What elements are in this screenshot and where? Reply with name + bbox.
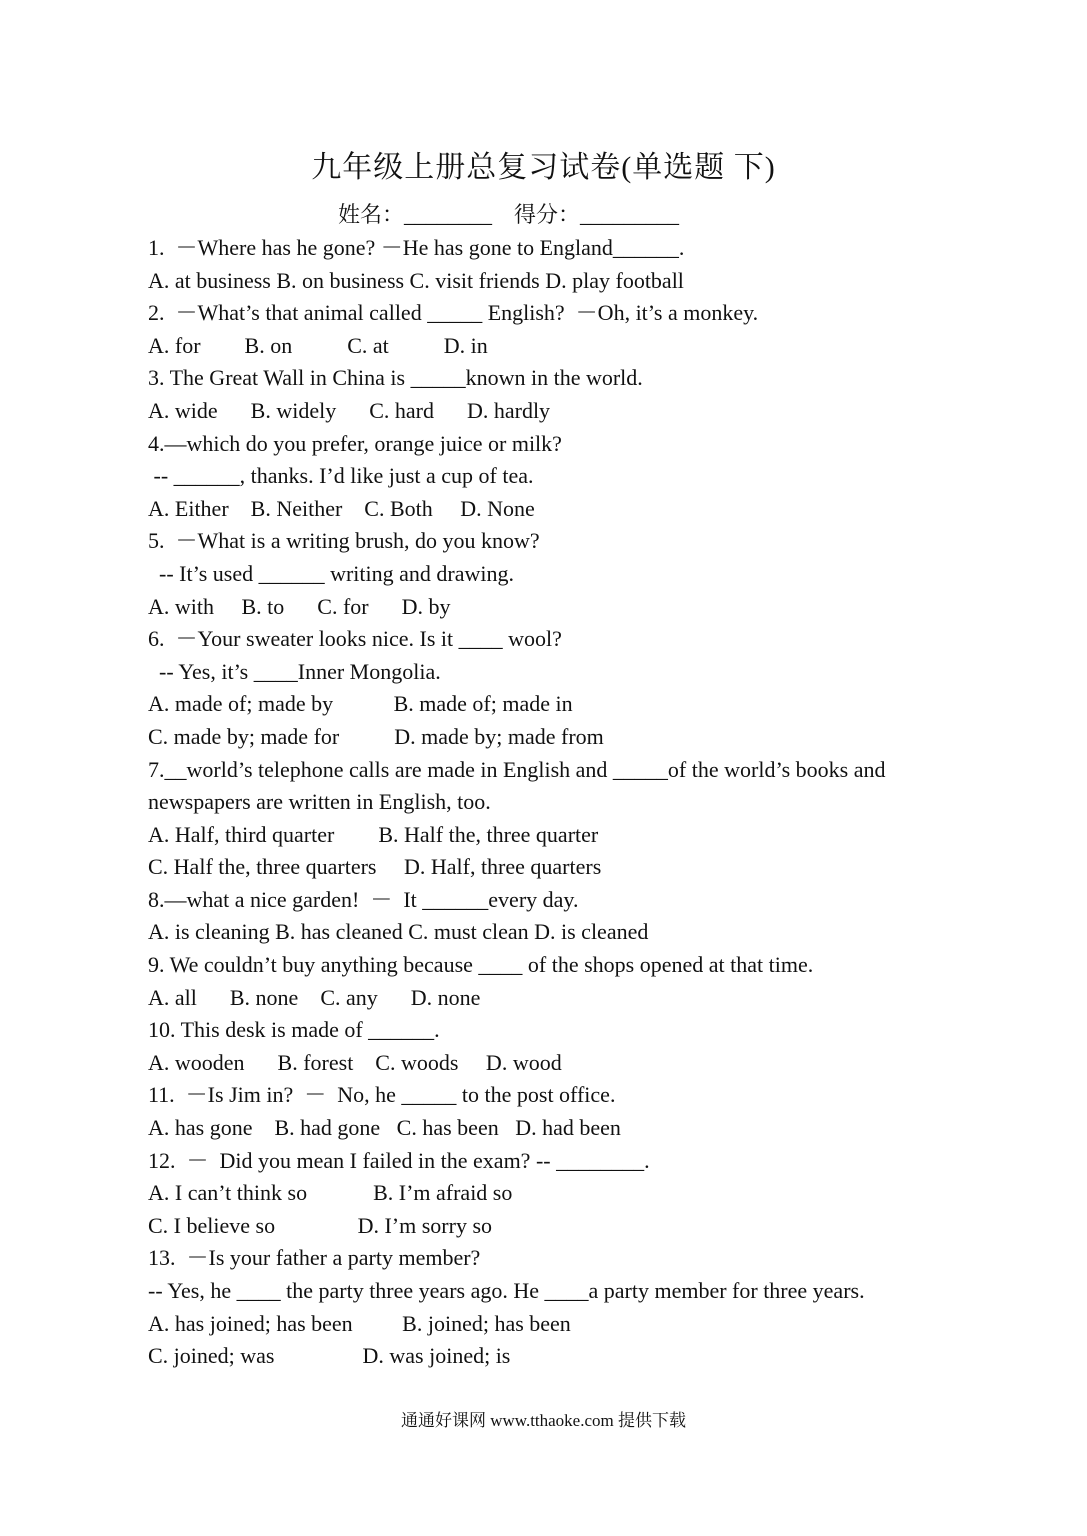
question-6: 6. －Your sweater looks nice. Is it ____ wool?: [148, 626, 562, 652]
options-12-ab: A. I can’t think so B. I’m afraid so: [148, 1180, 513, 1206]
question-7: 7.__world’s telephone calls are made in English and _____of the world’s books and newspapers are written in English, too.: [148, 756, 886, 815]
options-5: A. with B. to C. for D. by: [148, 593, 451, 619]
options-6-ab: A. made of; made by B. made of; made in: [148, 691, 573, 717]
question-2: 2. －What’s that animal called _____ English? －Oh, it’s a monkey.: [148, 300, 759, 326]
options-11: A. has gone B. had gone C. has been D. had been: [148, 1115, 621, 1141]
question-9: 9. We couldn’t buy anything because ____ of the shops opened at that time.: [148, 952, 814, 978]
options-8: A. is cleaning B. has cleaned C. must clean D. is cleaned: [148, 919, 649, 945]
options-13-cd: C. joined; was D. was joined; is: [148, 1343, 511, 1369]
question-list: [148, 232, 938, 1373]
question-6-reply: -- Yes, it’s ____Inner Mongolia.: [148, 658, 441, 684]
question-3: 3. The Great Wall in China is _____known in the world.: [148, 365, 643, 391]
options-3: A. wide B. widely C. hard D. hardly: [148, 397, 551, 423]
question-12: 12. － Did you mean I failed in the exam? -- ________.: [148, 1147, 650, 1173]
question-11: 11. －Is Jim in? － No, he _____ to the post office.: [148, 1082, 616, 1108]
question-4-reply: -- ______, thanks. I’d like just a cup of tea.: [148, 463, 534, 489]
options-1: A. at business B. on business C. visit friends D. play football: [148, 267, 684, 293]
options-2: A. for B. on C. at D. in: [148, 332, 488, 358]
question-13-reply: -- Yes, he ____ the party three years ago. He ____a party member for three years.: [148, 1278, 865, 1303]
question-10: 10. This desk is made of ______.: [148, 1017, 440, 1043]
question-4: 4.—which do you prefer, orange juice or milk?: [148, 430, 562, 456]
options-6-cd: C. made by; made for D. made by; made from: [148, 723, 604, 749]
name-score-line: 姓名：________ 得分：_________: [338, 202, 680, 227]
question-5: 5. －What is a writing brush, do you know?: [148, 528, 540, 554]
options-10: A. wooden B. forest C. woods D. wood: [148, 1049, 562, 1075]
options-9: A. all B. none C. any D. none: [148, 984, 481, 1010]
options-7-cd: C. Half the, three quarters D. Half, three quarters: [148, 854, 602, 880]
options-13-ab: A. has joined; has been B. joined; has been: [148, 1310, 571, 1336]
question-5-reply: -- It’s used ______ writing and drawing.: [148, 560, 514, 586]
footer-source: 通通好课网 www.tthaoke.com 提供下载: [400, 1411, 687, 1430]
question-8: 8.—what a nice garden! － It ______every day.: [148, 886, 579, 912]
options-4: A. Either B. Neither C. Both D. None: [148, 495, 535, 521]
question-13: 13. －Is your father a party member?: [148, 1245, 481, 1271]
page-title: 九年级上册总复习试卷(单选题 下): [311, 151, 776, 184]
options-7-ab: A. Half, third quarter B. Half the, three quarter: [148, 821, 599, 847]
question-1: 1. －Where has he gone? －He has gone to England______.: [148, 235, 685, 260]
options-12-cd: C. I believe so D. I’m sorry so: [148, 1212, 493, 1238]
